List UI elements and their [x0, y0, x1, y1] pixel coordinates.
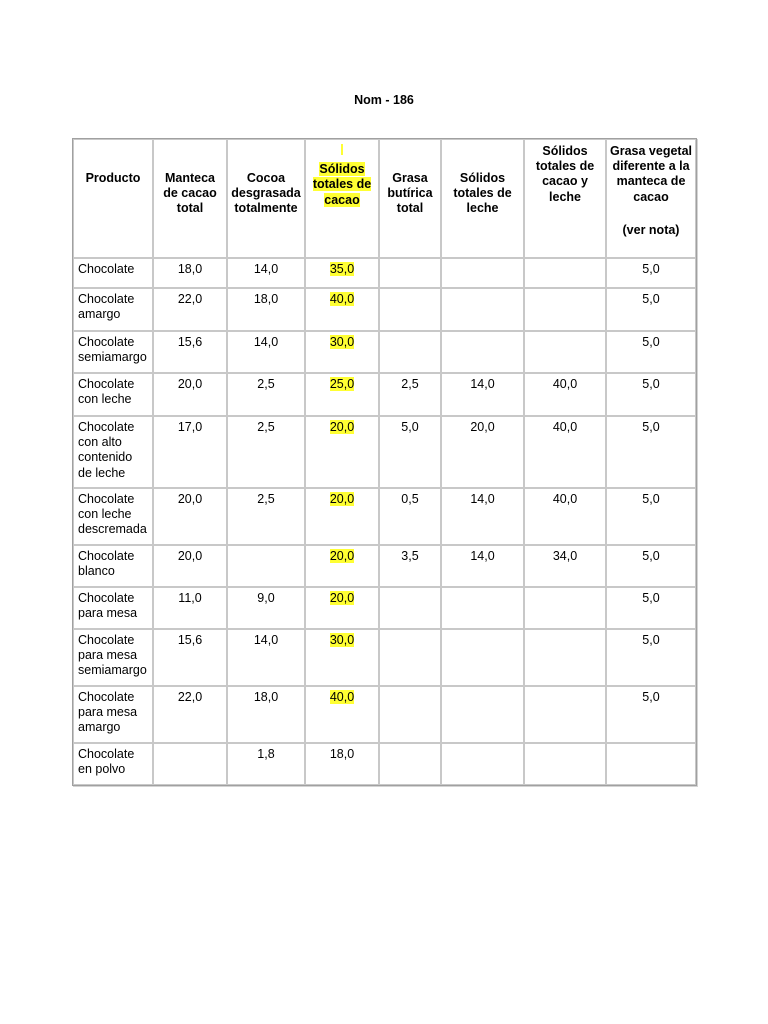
cell-producto — [73, 488, 153, 545]
cell-value: 20,0 — [470, 420, 495, 434]
cell-cocoa — [227, 373, 305, 416]
header-grasa-vegetal: Grasa vegetal diferente a la manteca de cacao (ver nota) — [606, 139, 696, 258]
cell-value: Chocolate para mesa amargo — [78, 690, 138, 735]
cell-value: 18,0 — [329, 747, 355, 761]
cell-producto — [73, 258, 153, 288]
cell-value: 3,5 — [401, 549, 419, 563]
cell-solidos-cacao-leche — [524, 686, 606, 743]
cell-value: Chocolate en polvo — [78, 747, 135, 777]
table-row — [73, 331, 696, 373]
nom-186-table — [72, 138, 697, 786]
cell-value: Chocolate blanco — [78, 549, 135, 579]
cell-cocoa — [227, 743, 305, 785]
cell-value: 40,0 — [329, 690, 355, 704]
cell-solidos-leche — [441, 373, 524, 416]
cell-grasa-vegetal — [606, 416, 696, 488]
cell-value: 5,0 — [401, 420, 419, 434]
header-solidos-cacao-leche: Sólidos totales de cacao y leche — [524, 139, 606, 258]
table-row — [73, 288, 696, 331]
cell-value: 20,0 — [177, 549, 203, 563]
cell-cocoa — [227, 629, 305, 686]
cell-value: 5,0 — [642, 690, 660, 704]
cell-value: 14,0 — [470, 549, 495, 563]
cell-solidos-cacao-leche — [524, 545, 606, 587]
cell-value: 5,0 — [642, 420, 660, 434]
cell-value: 30,0 — [329, 335, 355, 349]
cell-grasa-vegetal — [606, 373, 696, 416]
cell-solidos-leche — [441, 288, 524, 331]
table-row — [73, 629, 696, 686]
cell-cocoa — [227, 686, 305, 743]
cell-cocoa — [227, 331, 305, 373]
cell-grasa-butirica — [379, 258, 441, 288]
cell-grasa-butirica — [379, 331, 441, 373]
cell-value: 20,0 — [329, 591, 355, 605]
cell-producto — [73, 686, 153, 743]
cell-value: 14,0 — [253, 262, 279, 276]
cell-value: 9,0 — [257, 591, 275, 605]
cell-value: 14,0 — [470, 377, 495, 391]
table-body — [73, 258, 696, 785]
cell-value: 0,5 — [401, 492, 419, 506]
header-grasa-vegetal-note: (ver nota) — [622, 222, 680, 237]
cell-value: Chocolate para mesa semiamargo — [78, 633, 147, 678]
cell-manteca — [153, 488, 227, 545]
cell-grasa-vegetal — [606, 331, 696, 373]
cell-solidos-cacao — [305, 743, 379, 785]
header-solidos-cacao: Sólidos totales de cacao — [305, 139, 379, 258]
cell-solidos-cacao-leche — [524, 629, 606, 686]
cell-manteca — [153, 373, 227, 416]
cell-producto — [73, 331, 153, 373]
cell-value: Chocolate semiamargo — [78, 335, 147, 365]
cell-value: 5,0 — [642, 262, 660, 276]
cell-value: 25,0 — [329, 377, 355, 391]
page-title: Nom - 186 — [354, 93, 414, 107]
cell-grasa-butirica — [379, 686, 441, 743]
cell-value: 22,0 — [177, 690, 203, 704]
cell-value: 2,5 — [257, 492, 275, 506]
cell-solidos-cacao — [305, 331, 379, 373]
cell-grasa-butirica — [379, 416, 441, 488]
header-cocoa: Cocoa desgrasada totalmente — [227, 139, 305, 258]
cell-grasa-vegetal — [606, 258, 696, 288]
cell-cocoa — [227, 416, 305, 488]
cell-value: Chocolate con leche — [78, 377, 135, 407]
cell-producto — [73, 629, 153, 686]
cell-value: 5,0 — [642, 292, 660, 306]
cell-value: 35,0 — [329, 262, 355, 276]
table-row — [73, 686, 696, 743]
cell-value: 5,0 — [642, 549, 660, 563]
cell-cocoa — [227, 488, 305, 545]
cell-value: Chocolate con leche descremada — [78, 492, 147, 537]
cell-producto — [73, 373, 153, 416]
cell-manteca — [153, 743, 227, 785]
cell-manteca — [153, 686, 227, 743]
cell-value: Chocolate amargo — [78, 292, 135, 322]
cell-solidos-leche — [441, 587, 524, 629]
cell-solidos-leche — [441, 331, 524, 373]
cell-solidos-cacao — [305, 258, 379, 288]
cell-value: Chocolate — [78, 262, 135, 276]
cell-value: 5,0 — [642, 335, 660, 349]
cell-value: 20,0 — [329, 492, 355, 506]
cell-producto — [73, 743, 153, 785]
cell-solidos-leche — [441, 488, 524, 545]
cell-value: 5,0 — [642, 377, 660, 391]
cell-cocoa — [227, 587, 305, 629]
cell-value: 17,0 — [177, 420, 203, 434]
cell-grasa-butirica — [379, 629, 441, 686]
cell-grasa-butirica — [379, 587, 441, 629]
table-row — [73, 488, 696, 545]
cell-solidos-cacao — [305, 629, 379, 686]
cell-solidos-leche — [441, 258, 524, 288]
cell-value: 14,0 — [253, 335, 279, 349]
cell-value: 20,0 — [177, 377, 203, 391]
cell-solidos-cacao-leche — [524, 416, 606, 488]
cell-solidos-leche — [441, 686, 524, 743]
cell-producto — [73, 288, 153, 331]
cell-producto — [73, 416, 153, 488]
cell-value: 30,0 — [329, 633, 355, 647]
cell-grasa-vegetal — [606, 587, 696, 629]
cell-grasa-butirica — [379, 373, 441, 416]
cell-value: 20,0 — [329, 549, 355, 563]
cell-solidos-leche — [441, 545, 524, 587]
cell-solidos-cacao — [305, 488, 379, 545]
cell-grasa-vegetal — [606, 743, 696, 785]
cell-value: 40,0 — [552, 377, 578, 391]
cell-grasa-vegetal — [606, 686, 696, 743]
cell-solidos-cacao — [305, 686, 379, 743]
cell-solidos-cacao-leche — [524, 331, 606, 373]
cell-cocoa — [227, 258, 305, 288]
cell-solidos-leche — [441, 629, 524, 686]
cell-value: 11,0 — [178, 591, 202, 605]
cell-value: 5,0 — [642, 591, 660, 605]
table-header-row — [73, 139, 696, 258]
header-grasa-butirica: Grasa butírica total — [379, 139, 441, 258]
cell-value: 22,0 — [177, 292, 203, 306]
cell-value: 18,0 — [253, 292, 279, 306]
cell-value: 18,0 — [177, 262, 203, 276]
header-solidos-leche: Sólidos totales de leche — [441, 139, 524, 258]
cell-value: 1,8 — [257, 747, 275, 761]
cell-value: 15,6 — [177, 335, 203, 349]
cell-value: 5,0 — [642, 492, 660, 506]
cell-manteca — [153, 587, 227, 629]
cell-value: 18,0 — [253, 690, 279, 704]
cell-solidos-cacao-leche — [524, 288, 606, 331]
cell-grasa-butirica — [379, 545, 441, 587]
cell-manteca — [153, 545, 227, 587]
cell-manteca — [153, 416, 227, 488]
cell-value: 2,5 — [257, 420, 275, 434]
cell-value: 20,0 — [177, 492, 203, 506]
cell-value: 5,0 — [642, 633, 660, 647]
cell-grasa-vegetal — [606, 629, 696, 686]
cell-manteca — [153, 288, 227, 331]
table-row — [73, 743, 696, 785]
cell-cocoa — [227, 288, 305, 331]
cell-value: 2,5 — [257, 377, 275, 391]
cell-solidos-cacao-leche — [524, 258, 606, 288]
table-row — [73, 258, 696, 288]
cell-value: 14,0 — [470, 492, 495, 506]
cell-solidos-leche — [441, 743, 524, 785]
cell-value: 14,0 — [253, 633, 279, 647]
cell-value: 2,5 — [401, 377, 419, 391]
table-row — [73, 587, 696, 629]
cell-value: 15,6 — [177, 633, 203, 647]
cell-solidos-cacao-leche — [524, 373, 606, 416]
cell-solidos-cacao-leche — [524, 488, 606, 545]
cell-producto — [73, 587, 153, 629]
table-row — [73, 545, 696, 587]
cell-grasa-vegetal — [606, 488, 696, 545]
cell-cocoa — [227, 545, 305, 587]
cell-grasa-butirica — [379, 743, 441, 785]
cell-manteca — [153, 258, 227, 288]
cell-solidos-cacao — [305, 587, 379, 629]
cell-value: 40,0 — [552, 492, 578, 506]
cell-solidos-cacao — [305, 288, 379, 331]
cell-manteca — [153, 629, 227, 686]
cell-solidos-cacao-leche — [524, 743, 606, 785]
cell-value: Chocolate para mesa — [78, 591, 138, 621]
cell-solidos-cacao — [305, 416, 379, 488]
header-manteca: Manteca de cacao total — [153, 139, 227, 258]
header-producto: Producto — [73, 139, 153, 258]
cell-solidos-leche — [441, 416, 524, 488]
cell-value: 40,0 — [329, 292, 355, 306]
cell-grasa-vegetal — [606, 288, 696, 331]
cell-value: 34,0 — [552, 549, 578, 563]
cell-producto — [73, 545, 153, 587]
cell-grasa-butirica — [379, 288, 441, 331]
cell-solidos-cacao — [305, 545, 379, 587]
cell-manteca — [153, 331, 227, 373]
table-row — [73, 416, 696, 488]
cell-value: 40,0 — [552, 420, 578, 434]
cell-solidos-cacao — [305, 373, 379, 416]
table-row — [73, 373, 696, 416]
cell-grasa-vegetal — [606, 545, 696, 587]
cell-value: Chocolate con alto contenido de leche — [78, 420, 135, 480]
cell-solidos-cacao-leche — [524, 587, 606, 629]
cell-grasa-butirica — [379, 488, 441, 545]
highlight-marker — [341, 144, 343, 155]
cell-value: 20,0 — [329, 420, 355, 434]
